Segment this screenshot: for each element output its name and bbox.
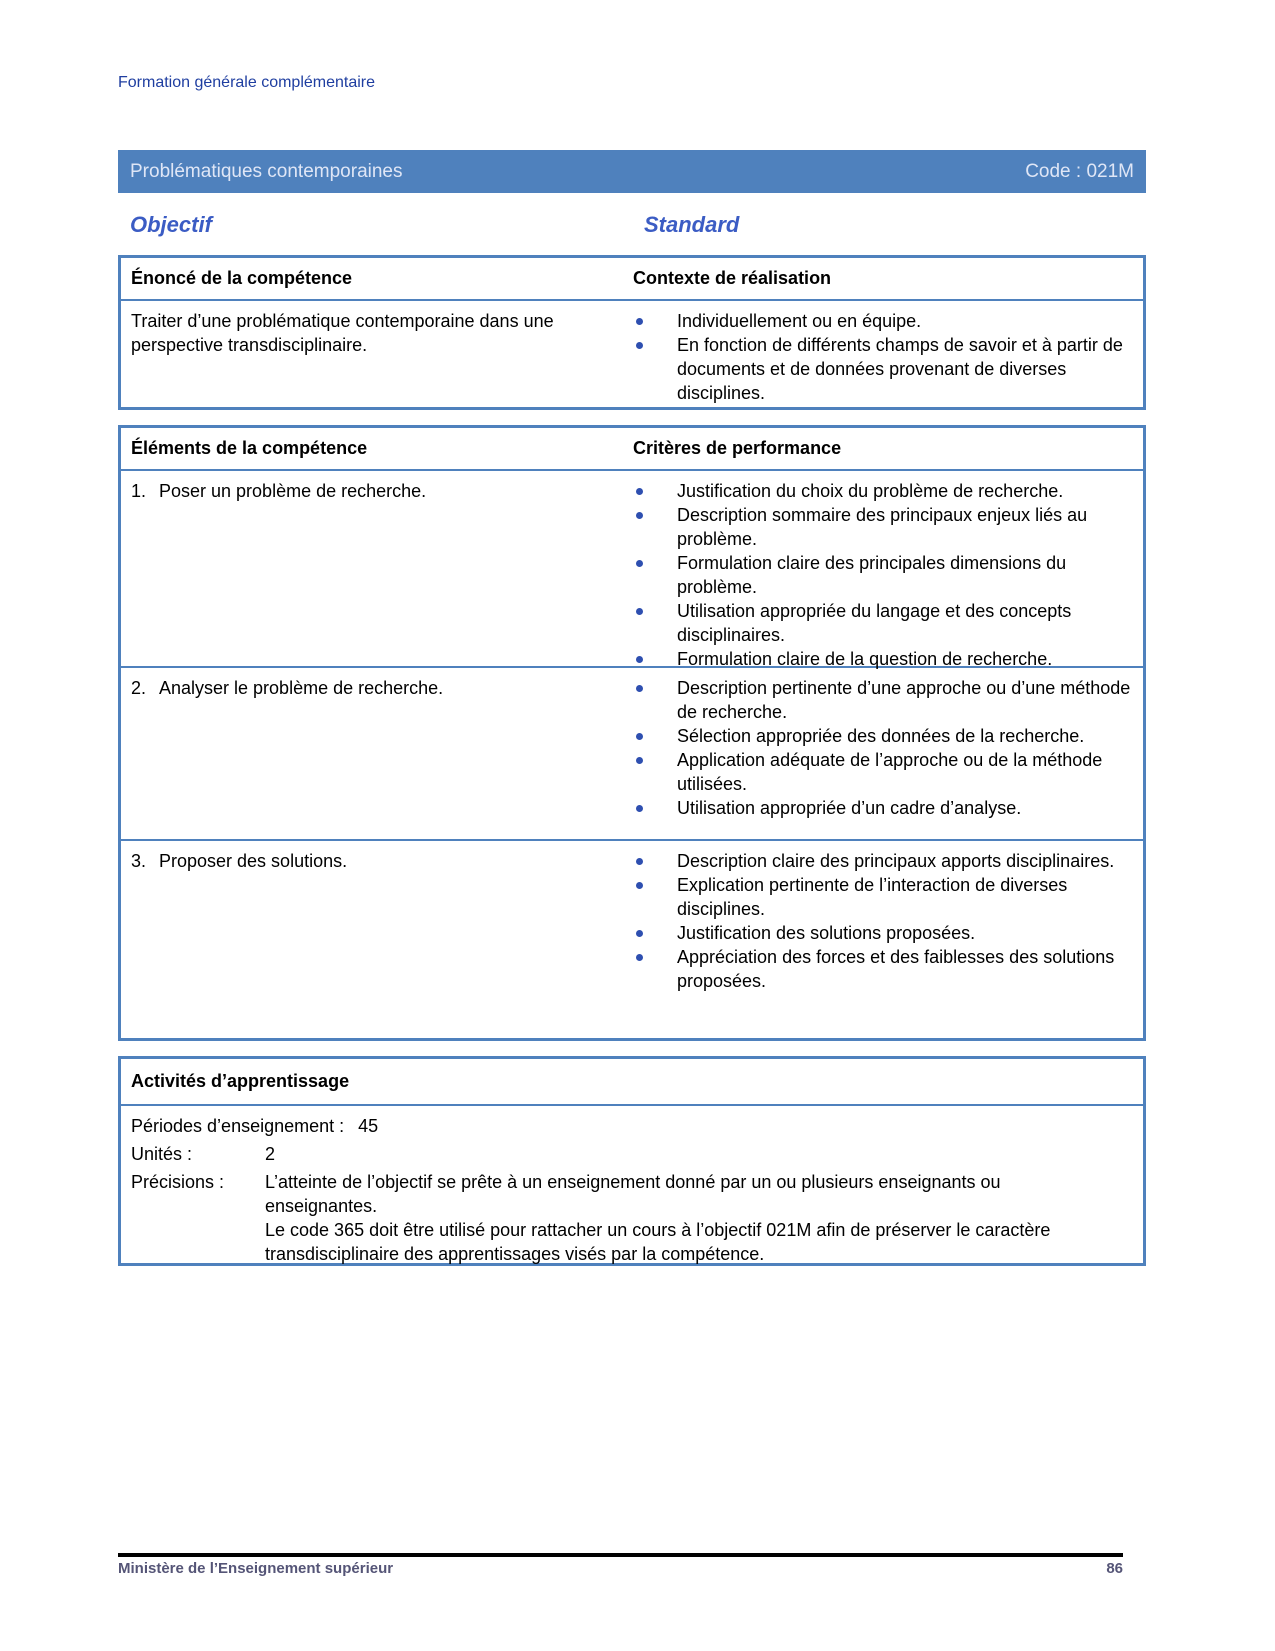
criterion-item: Appréciation des forces et des faiblesses des solutions proposées. (633, 945, 1133, 993)
criterion-item: Description sommaire des principaux enjeux liés au problème. (633, 503, 1133, 551)
precisions-paragraph: Le code 365 doit être utilisé pour rattacher un cours à l’objectif 021M afin de préserver le caractère transdisciplinaire des apprentissages visés par la compétence. (265, 1220, 1051, 1264)
document-series-title: Formation générale complémentaire (118, 74, 376, 91)
unites-line (131, 1142, 1133, 1166)
element-row (121, 841, 1143, 1001)
unites-value: 2 (265, 1144, 276, 1164)
course-banner (118, 150, 1146, 193)
element-text: Analyser le problème de recherche. (159, 678, 444, 698)
elements-header: Éléments de la compétence (131, 438, 368, 458)
enonce-header: Énoncé de la compétence (131, 268, 353, 288)
criterion-item: Justification des solutions proposées. (633, 921, 1133, 945)
unites-label: Unités : (131, 1144, 193, 1164)
element-number: 3. (131, 851, 147, 871)
element-label (121, 668, 633, 839)
element-label (121, 471, 633, 666)
element-label (121, 841, 633, 1001)
elements-header-row (121, 428, 1143, 471)
precisions-label: Précisions : (131, 1172, 225, 1192)
footer-ministry: Ministère de l’Enseignement supérieur (118, 1560, 394, 1577)
periodes-label: Périodes d’enseignement : (131, 1116, 345, 1136)
element-row (121, 668, 1143, 841)
activites-header: Activités d’apprentissage (121, 1059, 1143, 1106)
criterion-item: Justification du choix du problème de recherche. (633, 479, 1133, 503)
enonce-header-row (121, 258, 1143, 301)
precisions-paragraph: L’atteinte de l’objectif se prête à un enseignement donné par un ou plusieurs enseignants ou enseignantes. (265, 1172, 1001, 1216)
page-footer (118, 1560, 1123, 1577)
criteria-list (633, 676, 1133, 820)
footer-divider (118, 1553, 1123, 1557)
element-row (121, 471, 1143, 668)
enonce-table (118, 255, 1146, 410)
criterion-item: Description claire des principaux apports disciplinaires. (633, 849, 1133, 873)
criteria-list (633, 479, 1133, 671)
page-number: 86 (1106, 1560, 1123, 1577)
precisions-text (265, 1170, 1055, 1266)
activites-body (121, 1106, 1143, 1274)
criterion-item: Formulation claire des principales dimensions du problème. (633, 551, 1133, 599)
criterion-item: Utilisation appropriée d’un cadre d’analyse. (633, 796, 1133, 820)
element-number: 1. (131, 481, 147, 501)
contexte-header: Contexte de réalisation (633, 268, 832, 288)
criterion-item: Description pertinente d’une approche ou d’une méthode de recherche. (633, 676, 1133, 724)
criteres-header: Critères de performance (633, 438, 842, 458)
contexte-item: Individuellement ou en équipe. (633, 309, 1133, 333)
criterion-item: Explication pertinente de l’interaction de diverses disciplines. (633, 873, 1133, 921)
criterion-item: Formulation claire de la question de recherche. (633, 647, 1133, 671)
periodes-value: 45 (358, 1116, 379, 1136)
elements-table (118, 425, 1146, 1041)
periodes-line (131, 1114, 1133, 1138)
objectif-label: Objectif (130, 212, 212, 237)
criterion-item: Sélection appropriée des données de la recherche. (633, 724, 1133, 748)
element-text: Poser un problème de recherche. (159, 481, 427, 501)
precisions-line (131, 1170, 1133, 1266)
enonce-text: Traiter d’une problématique contemporaine dans une perspective transdisciplinaire. (131, 311, 554, 355)
criteria-list (633, 849, 1133, 993)
course-code: Code : 021M (1025, 160, 1134, 182)
element-text: Proposer des solutions. (159, 851, 348, 871)
contexte-item: En fonction de différents champs de savoir et à partir de documents et de données provenant de diverses disciplines. (633, 333, 1133, 405)
course-title: Problématiques contemporaines (130, 160, 403, 182)
element-number: 2. (131, 678, 147, 698)
activites-table (118, 1056, 1146, 1266)
criterion-item: Application adéquate de l’approche ou de la méthode utilisées. (633, 748, 1133, 796)
criterion-item: Utilisation appropriée du langage et des concepts disciplinaires. (633, 599, 1133, 647)
contexte-list (633, 309, 1133, 405)
standard-label: Standard (644, 212, 740, 237)
enonce-body-row (121, 301, 1143, 413)
